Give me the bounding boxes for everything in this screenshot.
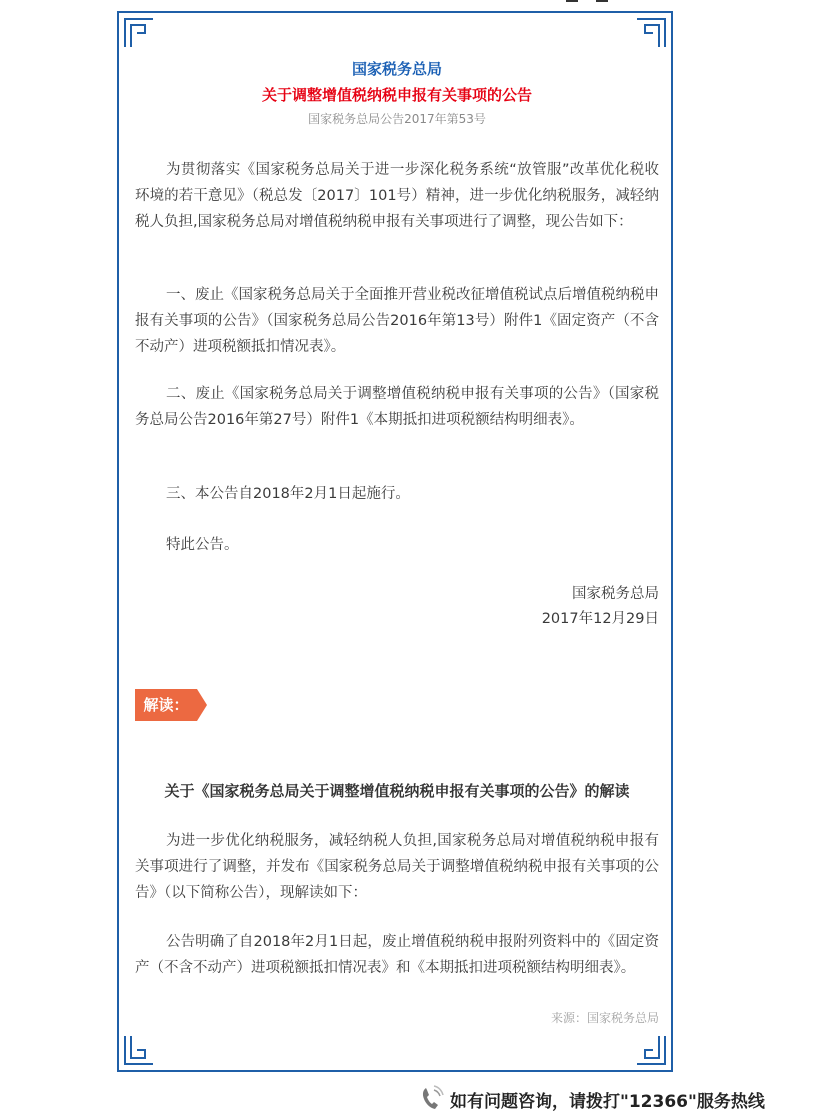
interpretation-paragraph-1: 为进一步优化纳税服务，减轻纳税人负担,国家税务总局对增值税纳税申报有关事项进行了调整，并发布《国家税务总局关于调整增值税纳税申报有关事项的公告》（以下简称公告），现解读如下： xyxy=(135,833,659,901)
signer: 国家税务总局 xyxy=(572,586,659,602)
corner-ornament-icon xyxy=(635,1034,667,1066)
corner-ornament-icon xyxy=(123,17,155,49)
page-title: 关于调整增值税纳税申报有关事项的公告 xyxy=(261,86,532,104)
article-1: 一、废止《国家税务总局关于全面推开营业税改征增值税试点后增值税纳税申报有关事项的公告》（国家税务总局公告2016年第13号）附件1《固定资产（不含不动产）进项税额抵扣情况表》。 xyxy=(135,287,659,355)
article-3: 三、本公告自2018年2月1日起施行。 xyxy=(166,486,410,502)
corner-ornament-icon xyxy=(635,17,667,49)
interpretation-tag-label: 解读： xyxy=(135,689,197,721)
closing-text: 特此公告。 xyxy=(166,537,239,553)
interpretation-paragraph-2: 公告明确了自2018年2月1日起，废止增值税纳税申报附列资料中的《固定资产（不含不动产）进项税额抵扣情况表》和《本期抵扣进项税额结构明细表》。 xyxy=(135,934,659,976)
corner-ornament-icon xyxy=(123,1034,155,1066)
source-label: 来源：国家税务总局 xyxy=(550,1011,659,1025)
top-decoration xyxy=(566,0,616,4)
hotline-banner xyxy=(420,1083,800,1113)
phone-icon xyxy=(420,1085,444,1111)
interpretation-title: 关于《国家税务总局关于调整增值税纳税申报有关事项的公告》的解读 xyxy=(164,782,630,800)
hotline-text: 如有问题咨询，请拨打"12366"服务热线 xyxy=(450,1092,765,1112)
interpretation-tag xyxy=(135,689,207,721)
issuing-org: 国家税务总局 xyxy=(351,60,442,78)
issue-date: 2017年12月29日 xyxy=(541,611,659,627)
intro-paragraph: 为贯彻落实《国家税务总局关于进一步深化税务系统“放管服”改革优化税收环境的若干意见》（税总发〔2017〕101号）精神，进一步优化纳税服务，减轻纳税人负担,国家税务总局对增值税纳税申报有关事项进行了调整，现公告如下： xyxy=(135,162,659,230)
article-2: 二、废止《国家税务总局关于调整增值税纳税申报有关事项的公告》（国家税务总局公告2016年第27号）附件1《本期抵扣进项税额结构明细表》。 xyxy=(135,386,659,428)
tag-arrow-icon xyxy=(197,689,207,721)
document-number: 国家税务总局公告2017年第53号 xyxy=(308,112,486,126)
